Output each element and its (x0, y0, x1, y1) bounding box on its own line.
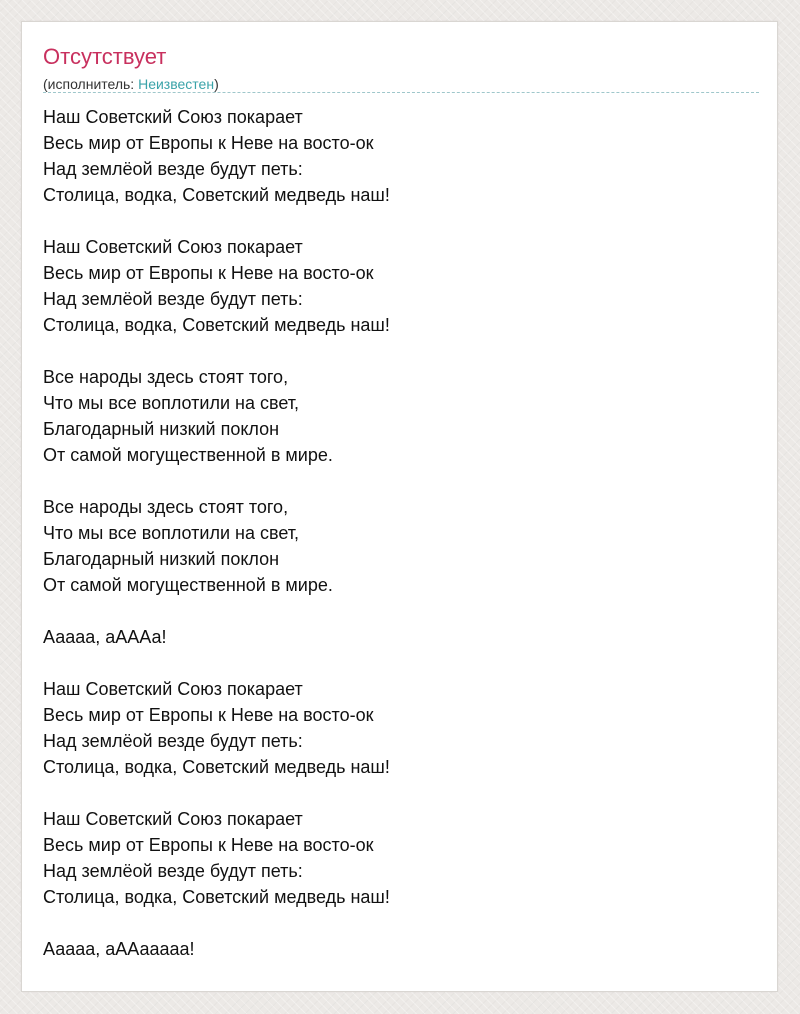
stanza (43, 104, 759, 208)
stanza (43, 364, 759, 468)
stanza (43, 234, 759, 338)
lyrics-card (21, 21, 778, 992)
header-divider (43, 92, 759, 93)
lyric-line: Столица, водка, Советский медведь наш! (43, 185, 390, 205)
song-header (43, 44, 759, 93)
lyric-line: Ааааа, аААааааа! (43, 939, 195, 959)
lyric-line: Ааааа, аАААа! (43, 627, 167, 647)
lyric-line: Все народы здесь стоят того, (43, 497, 289, 517)
artist-line (43, 75, 759, 93)
lyric-line: От самой могущественной в мире. (43, 445, 333, 465)
stanza (43, 494, 759, 598)
artist-suffix: ) (214, 76, 219, 92)
lyric-line: Наш Советский Союз покарает (43, 679, 303, 699)
lyric-line: Над землёой везде будут петь: (43, 289, 303, 309)
lyric-line: Весь мир от Европы к Неве на восто-ок (43, 835, 374, 855)
artist-link[interactable]: Неизвестен (138, 76, 215, 92)
lyric-line: Что мы все воплотили на свет, (43, 393, 300, 413)
lyric-line: Все народы здесь стоят того, (43, 367, 289, 387)
lyric-line: Наш Советский Союз покарает (43, 237, 303, 257)
stanza (43, 676, 759, 780)
lyric-line: Столица, водка, Советский медведь наш! (43, 887, 390, 907)
lyrics-text (43, 104, 759, 962)
lyric-line: Над землёой везде будут петь: (43, 861, 303, 881)
song-title: Отсутствует (43, 44, 167, 69)
lyric-line: Над землёой везде будут петь: (43, 159, 303, 179)
artist-prefix: (исполнитель: (43, 76, 139, 92)
lyric-line: От самой могущественной в мире. (43, 575, 333, 595)
lyric-line: Благодарный низкий поклон (43, 419, 280, 439)
lyric-line: Наш Советский Союз покарает (43, 107, 303, 127)
lyric-line: Весь мир от Европы к Неве на восто-ок (43, 705, 374, 725)
lyric-line: Над землёой везде будут петь: (43, 731, 303, 751)
lyric-line: Наш Советский Союз покарает (43, 809, 303, 829)
stanza (43, 936, 759, 962)
lyric-line: Столица, водка, Советский медведь наш! (43, 757, 390, 777)
lyric-line: Благодарный низкий поклон (43, 549, 280, 569)
lyric-line: Что мы все воплотили на свет, (43, 523, 300, 543)
lyric-line: Весь мир от Европы к Неве на восто-ок (43, 133, 374, 153)
stanza (43, 624, 759, 650)
stanza (43, 806, 759, 910)
lyric-line: Весь мир от Европы к Неве на восто-ок (43, 263, 374, 283)
lyric-line: Столица, водка, Советский медведь наш! (43, 315, 390, 335)
